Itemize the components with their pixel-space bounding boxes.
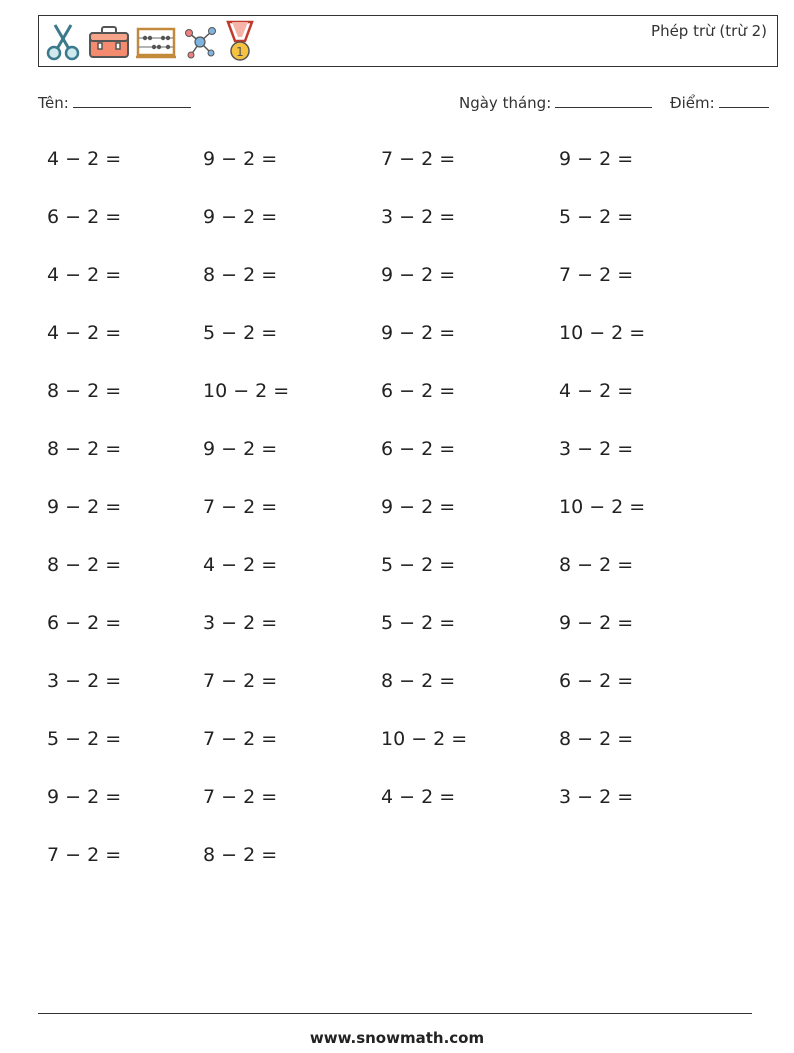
score-blank[interactable] — [719, 93, 769, 108]
problem-item: 6 − 2 = — [559, 670, 634, 692]
problem-item: 9 − 2 = — [47, 786, 122, 808]
problem-item: 5 − 2 = — [381, 612, 456, 634]
problem-item: 9 − 2 = — [381, 496, 456, 518]
problem-item: 5 − 2 = — [559, 206, 634, 228]
problem-item: 9 − 2 = — [203, 438, 278, 460]
problem-item: 8 − 2 = — [559, 554, 634, 576]
problem-item: 5 − 2 = — [47, 728, 122, 750]
problem-item: 8 − 2 = — [203, 264, 278, 286]
problem-item: 6 − 2 = — [381, 380, 456, 402]
date-field — [459, 93, 652, 112]
problem-item: 6 − 2 = — [47, 612, 122, 634]
briefcase-icon — [87, 21, 131, 63]
problem-item: 9 − 2 = — [203, 206, 278, 228]
problem-item: 5 − 2 = — [203, 322, 278, 344]
problem-item: 9 − 2 = — [559, 148, 634, 170]
problem-item: 8 − 2 = — [47, 554, 122, 576]
problem-item: 8 − 2 = — [381, 670, 456, 692]
problem-item: 7 − 2 = — [381, 148, 456, 170]
problem-item: 3 − 2 = — [47, 670, 122, 692]
problem-item: 7 − 2 = — [203, 496, 278, 518]
worksheet-header — [38, 15, 778, 67]
problem-item: 9 − 2 = — [47, 496, 122, 518]
worksheet-title: Phép trừ (trừ 2) — [651, 22, 767, 40]
problem-item: 8 − 2 = — [47, 438, 122, 460]
footer-divider — [38, 1013, 752, 1014]
medal-icon — [223, 19, 257, 65]
problem-item: 6 − 2 = — [47, 206, 122, 228]
problem-item: 4 − 2 = — [47, 322, 122, 344]
name-label: Tên: — [38, 94, 69, 112]
problem-item: 7 − 2 = — [203, 670, 278, 692]
problem-item: 3 − 2 = — [381, 206, 456, 228]
problem-item: 3 − 2 = — [559, 786, 634, 808]
problem-item: 3 − 2 = — [203, 612, 278, 634]
date-label: Ngày tháng: — [459, 94, 552, 112]
problem-item: 10 − 2 = — [381, 728, 468, 750]
score-label: Điểm: — [670, 94, 715, 112]
problem-item: 7 − 2 = — [559, 264, 634, 286]
problem-item: 7 − 2 = — [203, 786, 278, 808]
problem-item: 8 − 2 = — [47, 380, 122, 402]
problem-item: 7 − 2 = — [47, 844, 122, 866]
name-blank[interactable] — [73, 93, 191, 108]
problem-item: 5 − 2 = — [381, 554, 456, 576]
problem-item: 9 − 2 = — [381, 322, 456, 344]
problem-item: 10 − 2 = — [559, 322, 646, 344]
problem-item: 10 − 2 = — [559, 496, 646, 518]
name-field — [38, 93, 191, 112]
icon-strip — [43, 19, 257, 65]
problem-item: 3 − 2 = — [559, 438, 634, 460]
problem-item: 4 − 2 = — [47, 148, 122, 170]
svg-text:1: 1 — [236, 45, 244, 59]
score-field — [670, 93, 769, 112]
problem-item: 4 − 2 = — [47, 264, 122, 286]
problem-item: 8 − 2 = — [559, 728, 634, 750]
problem-item: 9 − 2 = — [381, 264, 456, 286]
problem-item: 7 − 2 = — [203, 728, 278, 750]
date-blank[interactable] — [555, 93, 652, 108]
problem-item: 6 − 2 = — [381, 438, 456, 460]
footer-url: www.snowmath.com — [309, 1029, 485, 1047]
scissors-icon — [43, 21, 83, 63]
problem-item: 10 − 2 = — [203, 380, 290, 402]
problem-item: 8 − 2 = — [203, 844, 278, 866]
molecule-icon — [181, 21, 219, 63]
abacus-icon — [135, 21, 177, 63]
problem-item: 4 − 2 = — [559, 380, 634, 402]
problem-item: 9 − 2 = — [559, 612, 634, 634]
problem-item: 4 − 2 = — [381, 786, 456, 808]
problem-item: 9 − 2 = — [203, 148, 278, 170]
problem-item: 4 − 2 = — [203, 554, 278, 576]
